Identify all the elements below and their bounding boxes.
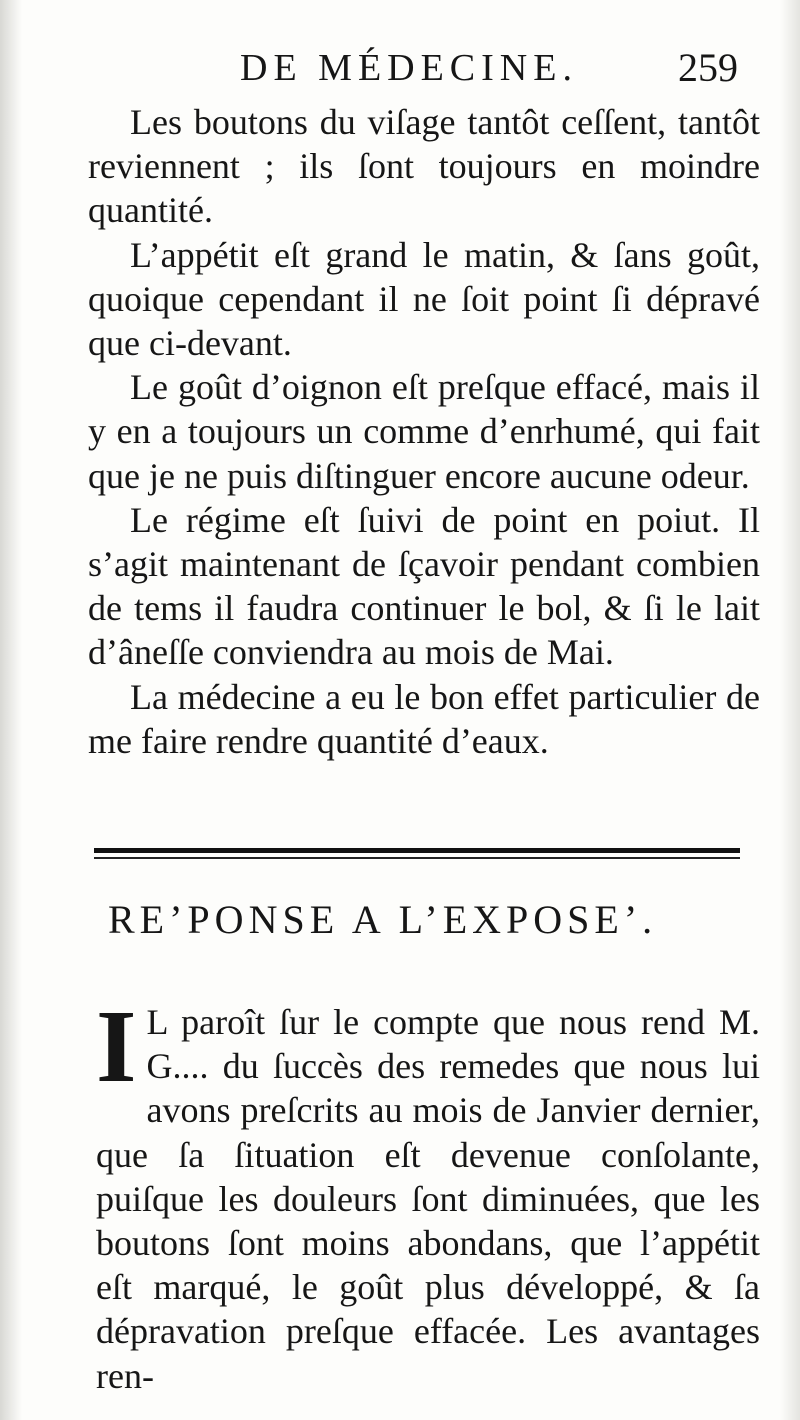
- reponse-paragraph: L paroît ſur le compte que nous rend M. G.... du ſuccès des remedes que nous lui avons preſcrits au mois de Janvier dernier, que ſa ſituation eſt devenue conſolante, puiſque les douleurs ſont diminuées, que les boutons ſont moins abondans, que l’appétit eſt marqué, le goût plus développé, & ſa dépravation preſque effacée. Les avantages ren-: [96, 1002, 760, 1396]
- page-edge-shadow-left: [0, 0, 22, 1420]
- reponse-text: [96, 989, 760, 1398]
- section-heading: RE’PONSE A L’EXPOSE’.: [108, 897, 658, 942]
- paragraph-boutons: Les boutons du viſage tantôt ceſſent, tantôt reviennent ; ils ſont toujours en moindre quantité.: [88, 102, 760, 231]
- paragraph-gout: Le goût d’oignon eſt preſque effacé, mais il y en a toujours un comme d’enrhumé, qui fait que je ne puis diſtinguer encore aucune odeur.: [88, 367, 760, 496]
- section-divider-rule: [94, 848, 740, 862]
- page-number: 259: [678, 45, 738, 90]
- divider-thick-line: [94, 848, 740, 853]
- paragraph-appetit: L’appétit eſt grand le matin, & ſans goût, quoique cependant il ne ſoit point ſi dépravé que ci-devant.: [88, 234, 760, 364]
- paragraph-regime: Le régime eſt ſuivi de point en poiut. Il s’agit maintenant de ſçavoir pendant combien de tems il faudra continuer le bol, & ſi le lait d’âneſſe conviendra au mois de Mai.: [88, 499, 760, 673]
- page-edge-shadow-right: [780, 0, 800, 1420]
- drop-cap-initial: I: [96, 989, 137, 1104]
- divider-thin-line: [94, 857, 740, 859]
- paragraph-medecine: La médecine a eu le bon effet particulier de me faire rendre quantité d’eaux.: [88, 676, 760, 761]
- letter-text: [88, 100, 760, 763]
- running-head: DE MÉDECINE.: [240, 47, 578, 89]
